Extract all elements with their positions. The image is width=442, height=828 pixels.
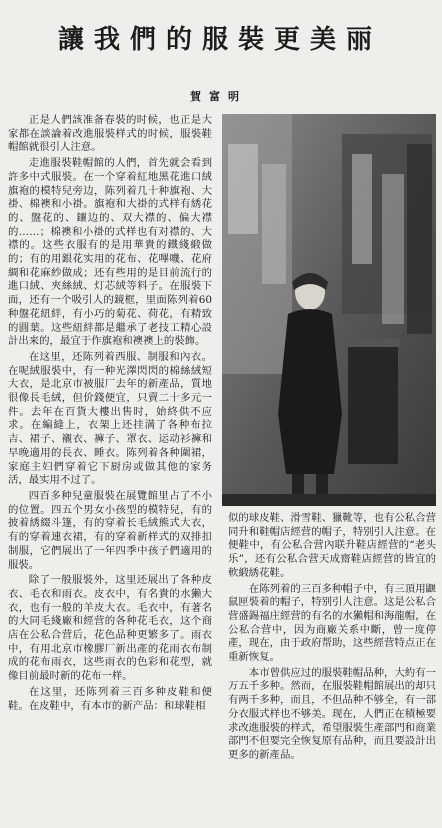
photo-illustration bbox=[222, 114, 436, 506]
article-title: 讓我們的服裝更美丽 bbox=[57, 25, 382, 55]
paragraph: 本市曾供应过的服裝鞋帽品种，大約有一万五千多种。然而，在服裝鞋帽館展出的却只有两千多种，而且，不但品种不够全，有一部分衣服式样也不够美。现在，人們正在積極要求改進服裝的样式，希望服裝生產部門和商業部門不但要完全恢复原有品种，而且要設計出更多的新產品。 bbox=[228, 666, 436, 761]
paragraph: 在这里，还陈列着西服、制服和內衣。在呢絨服裝中，有一种光澤閃閃的棉絲絨短大衣，是北京市被服厂去年的新產品，質地很像長毛絨，但价錢便宜，只賣二十多元一件。去年在百貨大樓出售时，始終供不应求。在編縫上，衣架上还挂满了各种布拉吉、裙子、襯衣、褲子、罩衣、运动衫褲和早晚適用的長衣、睡衣。陈列着各种圍裙，家庭主妇們穿着它下厨房或做其他的家务活，最实用不过了。 bbox=[8, 350, 212, 487]
paragraph: 在这里，还陈列着三百多种皮鞋和便鞋。在皮鞋中，有本市的新产品：和球鞋相 bbox=[8, 685, 212, 712]
paragraph: 正是人們該准备春裝的时候，也正是大家都在談論着改進服裝样式的时候，服裝鞋帽館就很引人注意。 bbox=[8, 114, 212, 154]
exhibition-photo bbox=[222, 114, 436, 506]
paragraph: 似的球皮鞋、滑雪鞋、獵靴等，也有公私合营同升和鞋帽店經营的帽子，特别引人注意。在便鞋中，有公私合营內联升鞋店經营的“老头乐”，还有公私合营天成齋鞋店經营的皆宜的軟緞綉花鞋。 bbox=[228, 512, 436, 579]
article-column-left bbox=[8, 114, 212, 824]
paragraph: 除了一般服裝外，这里还展出了各种皮衣、毛衣和雨衣。皮衣中，有名貴的水獭大衣，也有一般的羊皮大衣。毛衣中，有著名的大同毛綫廠和經营的各种花毛衣，这个商店在公私合营后，花色品种更繁多了。雨衣中，有用北京市橡膠厂新出產的花雨衣布制成的花布雨衣，这些雨衣的色彩和花型，就像目前最时新的花布一样。 bbox=[8, 574, 212, 683]
article-author: 賀富明 bbox=[190, 90, 247, 103]
paragraph: 在陈列着的三百多种帽子中，有三頂用鼴鼠匣裝着的帽子，特别引人注意。这是公私合营盛錫福庄經营的有名的水獺帽和海龍帽，在公私合营中，因为商廠关系中斷，曾一度停產，现在，由于政府帮助，这些經营特点正在重新恢复。 bbox=[228, 582, 436, 664]
article-column-right bbox=[228, 512, 436, 824]
paragraph: 走進服裝鞋帽館的人們，首先就会看到許多中式服裝。在一个穿着紅地黑花進口絨旗袍的模特兒旁边，陈列着几十种旗袍、大褂、棉襖和小褂。旗袍和大褂的式样有綉花的、盤花的、鑲边的、双大襟的、偏大襟的……；棉襖和小褂的式样也有对襟的、大襟的。这些衣服有的是用華貴的鐵綫緞做的；有的用銀花实用的花布、花嗶嘰、花府綢和花麻紗做成；还有些用的是目前流行的進口絨、夾絲絨、灯芯絨等料子。在服裝下面，还有一个吸引人的鏡框，里面陈列着60种盤花紐絆，有小巧的菊花、荷花，有精致的圓葉。这些紐絆都是繼承了老技工精心設計出来的，最宜于作旗袍和襖襖上的裝飾。 bbox=[8, 157, 212, 348]
paragraph: 四百多种兒童服裝在展覽館里占了不小的位置。四五个男女小孩型的模特兒，有的披着綉綴斗篷，有的穿着长毛絨熊式大衣，有的穿着連衣裙，有的穿着新样式的双排扣制服，它們展出了一年四季中孩子們適用的服裝。 bbox=[8, 489, 212, 571]
